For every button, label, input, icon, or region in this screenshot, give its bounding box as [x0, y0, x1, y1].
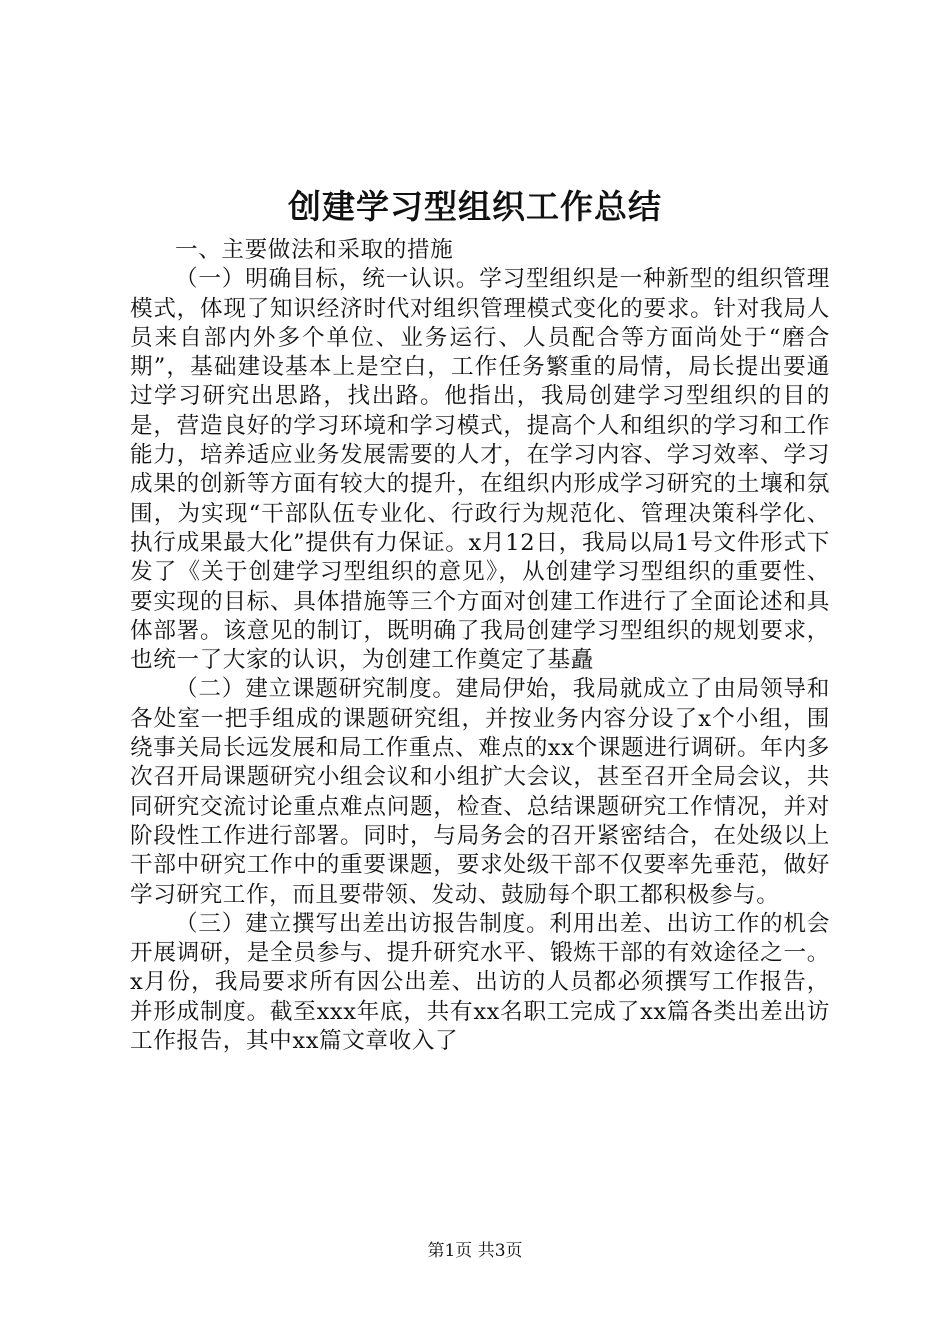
page-number-footer: 第1页 共3页 — [427, 1241, 523, 1261]
paragraph-1: （一）明确目标，统一认识。学习型组织是一种新型的组织管理模式，体现了知识经济时代对组织管理模式变化的要求。针对我局人员来自部内外多个单位、业务运行、人员配合等方面尚处于“磨合期”，基础建设基本上是空白，工作任务繁重的局情，局长提出要通过学习研究出思路，找出路。他指出，我局创建学习型组织的目的是，营造良好的学习环境和学习模式，提高个人和组织的学习和工作能力，培养适应业务发展需要的人才，在学习内容、学习效率、学习成果的创新等方面有较大的提升，在组织内形成学习研究的土壤和氛围，为实现“干部队伍专业化、行政行为规范化、管理决策科学化、执行成果最大化”提供有力保证。x月12日，我局以局1号文件形式下发了《关于创建学习型组织的意见》，从创建学习型组织的重要性、要实现的目标、具体措施等三个方面对创建工作进行了全面论述和具体部署。该意见的制订，既明确了我局创建学习型组织的规划要求，也统一了大家的认识，为创建工作奠定了基矗 — [130, 266, 830, 674]
paragraph-2: （二）建立课题研究制度。建局伊始，我局就成立了由局领导和各处室一把手组成的课题研究组，并按业务内容分设了x个小组，围绕事关局长远发展和局工作重点、难点的xx个课题进行调研。年内多次召开局课题研究小组会议和小组扩大会议，甚至召开全局会议，共同研究交流讨论重点难点问题，检查、总结课题研究工作情况，并对阶段性工作进行部署。同时，与局务会的召开紧密结合，在处级以上干部中研究工作中的重要课题，要求处级干部不仅要率先垂范，做好学习研究工作，而且要带领、发动、鼓励每个职工都积极参与。 — [130, 676, 830, 908]
section-heading: 一、主要做法和采取的措施 — [175, 237, 454, 263]
paragraph-3: （三）建立撰写出差出访报告制度。利用出差、出访工作的机会开展调研，是全员参与、提升研究水平、锻炼干部的有效途径之一。x月份，我局要求所有因公出差、出访的人员都必须撰写工作报告，并形成制度。截至xxx年底，共有xx名职工完成了xx篇各类出差出访工作报告，其中xx篇文章收入了 — [130, 910, 830, 1055]
document-body — [130, 236, 830, 1056]
document-title: 创建学习型组织工作总结 — [288, 187, 662, 226]
